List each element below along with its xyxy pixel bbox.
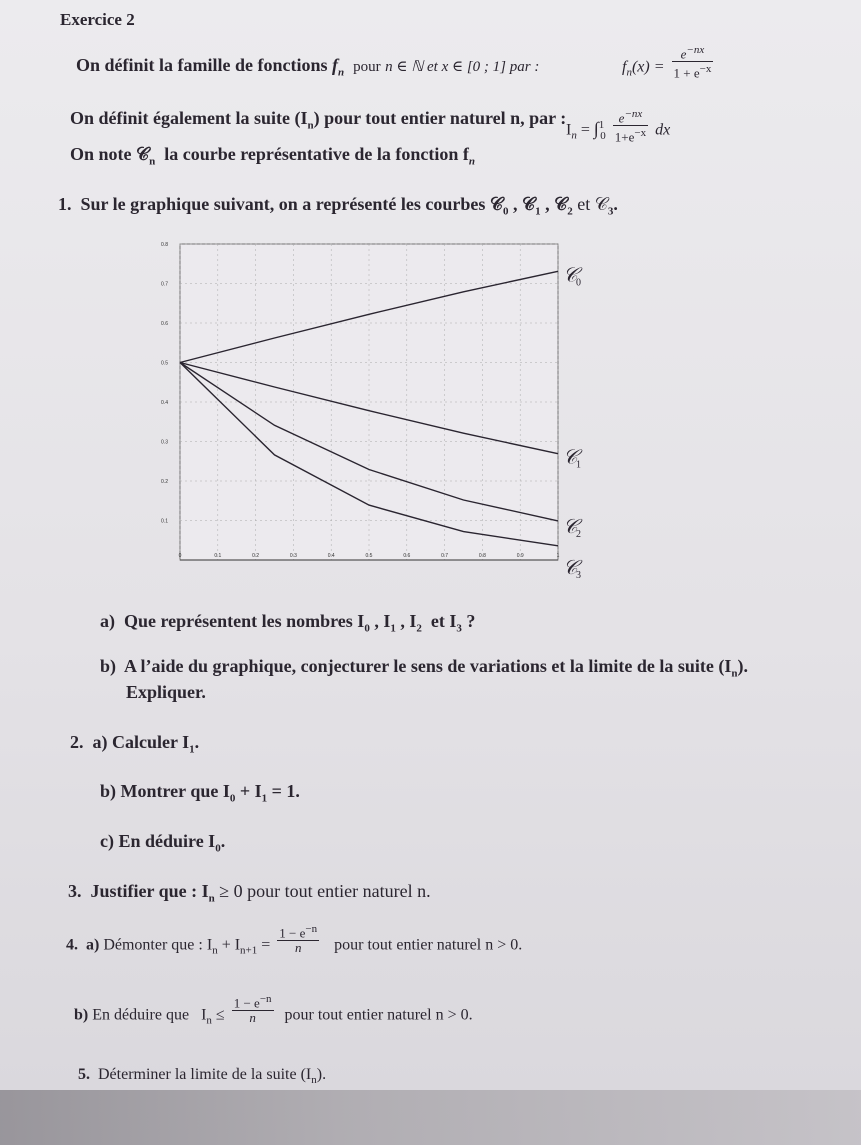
y-tick-label: 0.4 [161, 400, 168, 406]
curve-label-c2: 𝒞 [563, 515, 578, 538]
x-tick-label: 0.2 [252, 553, 260, 559]
x-tick-label: 0.7 [441, 553, 449, 559]
x-tick-label: 0.9 [516, 553, 524, 559]
question-1a: a) Que représentent les nombres $I_0$ , $I_1$ , $I_2$ et $I_3$ ? [100, 611, 476, 635]
question-2c: c) En déduire $I_0$. [100, 831, 226, 855]
y-tick-label: 0.7 [161, 281, 168, 288]
x-tick-label: 0.8 [478, 553, 486, 559]
x-tick-label: 0.3 [289, 553, 297, 559]
exercise-title: Exercice 2 [60, 10, 135, 29]
function-definition: $f_n(x)$ = $\frac{e^{-nx}}{1 + e^{-x}}$ [622, 44, 712, 81]
question-2b: b) Montrer que $I_0 + I_1 = 1$. [100, 781, 300, 805]
x-tick-label: 0.6 [403, 553, 411, 559]
question-5: 5. Déterminer la limite de la suite $(I_n)$. [78, 1066, 327, 1087]
curve-label-sub: 2 [576, 528, 581, 540]
question-1: 1. Sur le graphique suivant, on a représenté les courbes 𝒞$_0$ , 𝒞$_1$ , 𝒞$_2$ et 𝒞$_3$. [58, 194, 618, 218]
x-tick-label: 0 [178, 553, 182, 559]
x-tick-label: 0.5 [365, 553, 373, 559]
x-tick-label: 1 [556, 553, 560, 559]
question-4a: 4. a) Démonter que : $I_n + I_{n+1}$ = $\frac{1 - e^{-n}}{n}$ pour tout entier naturel n > 0. [66, 923, 523, 957]
y-tick-label: 0.3 [161, 439, 168, 446]
curves-chart-svg [146, 232, 606, 582]
y-tick-label: 0.5 [161, 360, 168, 367]
y-tick-label: 0.6 [161, 321, 168, 327]
curves-chart [146, 232, 606, 582]
question-1b: b) A l’aide du graphique, conjecturer le sens de variations et la limite de la suite $(I_n)$. [100, 656, 748, 680]
curve-label-c1: 𝒞 [563, 446, 578, 469]
question-3: 3. Justifier que : $I_n \ge 0$ pour tout entier naturel n. [68, 881, 431, 905]
intro-line-2: On définit également la suite $(I_n)$ pour tout entier naturel n, par : [70, 108, 567, 132]
curve-label-sub: 1 [576, 459, 581, 471]
sequence-definition: $I_n = \int^1_0$ $\frac{e^{-nx}}{1+e^{-x}}$ dx [566, 108, 671, 145]
question-2a: 2. a) Calculer $I_1$. [70, 732, 200, 756]
y-tick-label: 0.2 [161, 479, 168, 485]
y-tick-label: 0.8 [161, 242, 168, 248]
question-1b-line2: Expliquer. [126, 682, 206, 702]
curve-label-sub: 3 [576, 569, 581, 581]
curve-label-c0: 𝒞 [563, 264, 578, 287]
x-tick-label: 0.4 [327, 553, 335, 559]
intro-line-1: On définit la famille de fonctions $f_n$ pour n ∈ ℕ et x ∈ [0 ; 1] par : [76, 55, 540, 79]
y-tick-label: 0.1 [161, 518, 168, 525]
x-tick-label: 0.1 [214, 553, 222, 559]
page-bottom-shadow [0, 1090, 861, 1145]
question-4b: b) En déduire que $I_n$ ≤ $\frac{1 - e^{-n}}{n}$ pour tout entier naturel n > 0. [74, 993, 473, 1027]
curve-label-sub: 0 [576, 277, 581, 289]
intro-line-3: On note 𝒞$_n$ la courbe représentative de la fonction $f_n$ [70, 144, 476, 168]
curve-label-c3: 𝒞 [563, 556, 578, 579]
